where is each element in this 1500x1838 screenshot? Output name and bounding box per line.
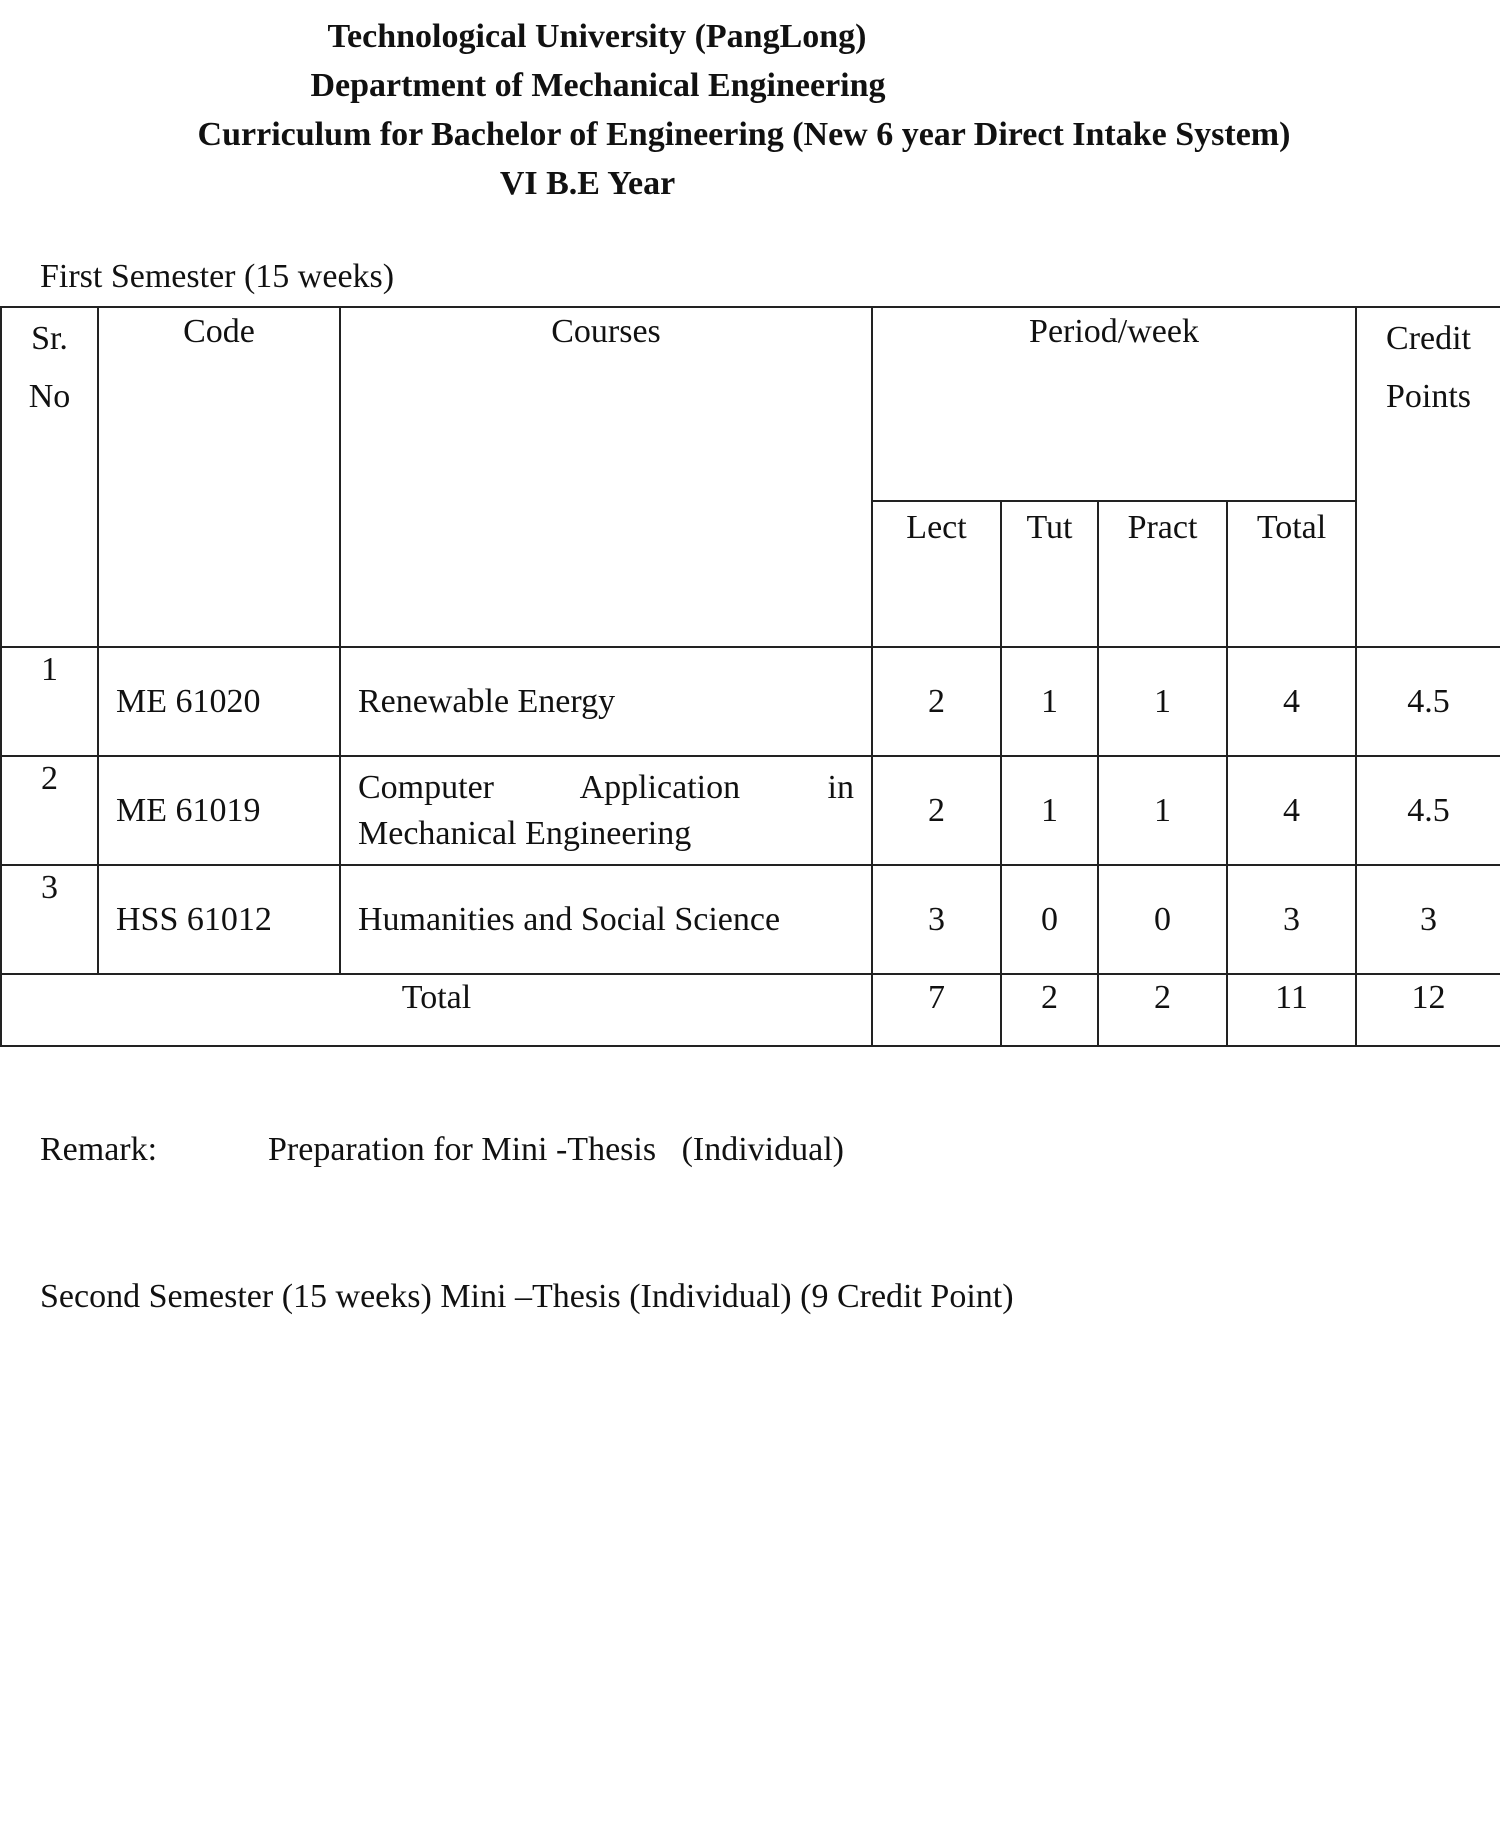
curriculum-title: Curriculum for Bachelor of Engineering (New 6 year Direct Intake System) xyxy=(197,116,1291,153)
university-title: Technological University (PangLong) xyxy=(327,18,867,55)
first-semester-title: First Semester (15 weeks) xyxy=(40,258,395,295)
header-courses: Courses xyxy=(340,307,872,647)
header-code: Code xyxy=(98,307,340,647)
row-course-line1: Computer Application in xyxy=(358,768,854,806)
row-tut: 0 xyxy=(1001,865,1098,974)
remark-text: Preparation for Mini -Thesis (Individual) xyxy=(268,1131,844,1168)
document-header xyxy=(0,12,1500,208)
total-lect: 7 xyxy=(872,974,1001,1046)
header-points-label: Points xyxy=(1385,378,1472,415)
row-code: ME 61019 xyxy=(98,756,340,865)
total-tut: 2 xyxy=(1001,974,1098,1046)
total-label: Total xyxy=(1,974,872,1046)
row-credit: 3 xyxy=(1356,865,1500,974)
header-credit-points xyxy=(1356,307,1500,647)
header-period-week: Period/week xyxy=(872,307,1356,501)
row-course: Renewable Energy xyxy=(340,647,872,756)
row-total: 3 xyxy=(1227,865,1356,974)
row-sr: 1 xyxy=(1,647,98,756)
header-lect: Lect xyxy=(872,501,1001,647)
row-total: 4 xyxy=(1227,647,1356,756)
total-total: 11 xyxy=(1227,974,1356,1046)
row-lect: 3 xyxy=(872,865,1001,974)
year-title: VI B.E Year xyxy=(499,165,676,202)
header-credit-label: Credit xyxy=(1386,320,1471,357)
second-semester-note: Second Semester (15 weeks) Mini –Thesis (Individual) (9 Credit Point) xyxy=(40,1278,1014,1315)
row-code: ME 61020 xyxy=(98,647,340,756)
row-sr: 2 xyxy=(1,756,98,865)
remark xyxy=(40,1131,844,1169)
row-pract: 1 xyxy=(1098,756,1227,865)
row-course xyxy=(340,756,872,865)
row-tut: 1 xyxy=(1001,647,1098,756)
row-course: Humanities and Social Science xyxy=(340,865,872,974)
row-credit: 4.5 xyxy=(1356,647,1500,756)
remark-label: Remark: xyxy=(40,1131,158,1168)
row-pract: 0 xyxy=(1098,865,1227,974)
total-credit: 12 xyxy=(1356,974,1500,1046)
header-pract: Pract xyxy=(1098,501,1227,647)
header-total: Total xyxy=(1227,501,1356,647)
row-credit: 4.5 xyxy=(1356,756,1500,865)
table-row xyxy=(1,865,1500,974)
header-no-label: No xyxy=(28,378,71,415)
table-header-row xyxy=(1,307,1500,501)
table-row xyxy=(1,756,1500,865)
curriculum-table xyxy=(0,306,1500,1047)
table-total-row xyxy=(1,974,1500,1046)
row-pract: 1 xyxy=(1098,647,1227,756)
row-tut: 1 xyxy=(1001,756,1098,865)
row-lect: 2 xyxy=(872,647,1001,756)
row-lect: 2 xyxy=(872,756,1001,865)
department-title: Department of Mechanical Engineering xyxy=(310,67,886,104)
row-course-line2: Mechanical Engineering xyxy=(358,814,692,852)
row-total: 4 xyxy=(1227,756,1356,865)
header-sr-label: Sr. xyxy=(31,320,68,357)
row-sr: 3 xyxy=(1,865,98,974)
header-tut: Tut xyxy=(1001,501,1098,647)
table-row xyxy=(1,647,1500,756)
header-sr-no xyxy=(1,307,98,647)
row-code: HSS 61012 xyxy=(98,865,340,974)
total-pract: 2 xyxy=(1098,974,1227,1046)
